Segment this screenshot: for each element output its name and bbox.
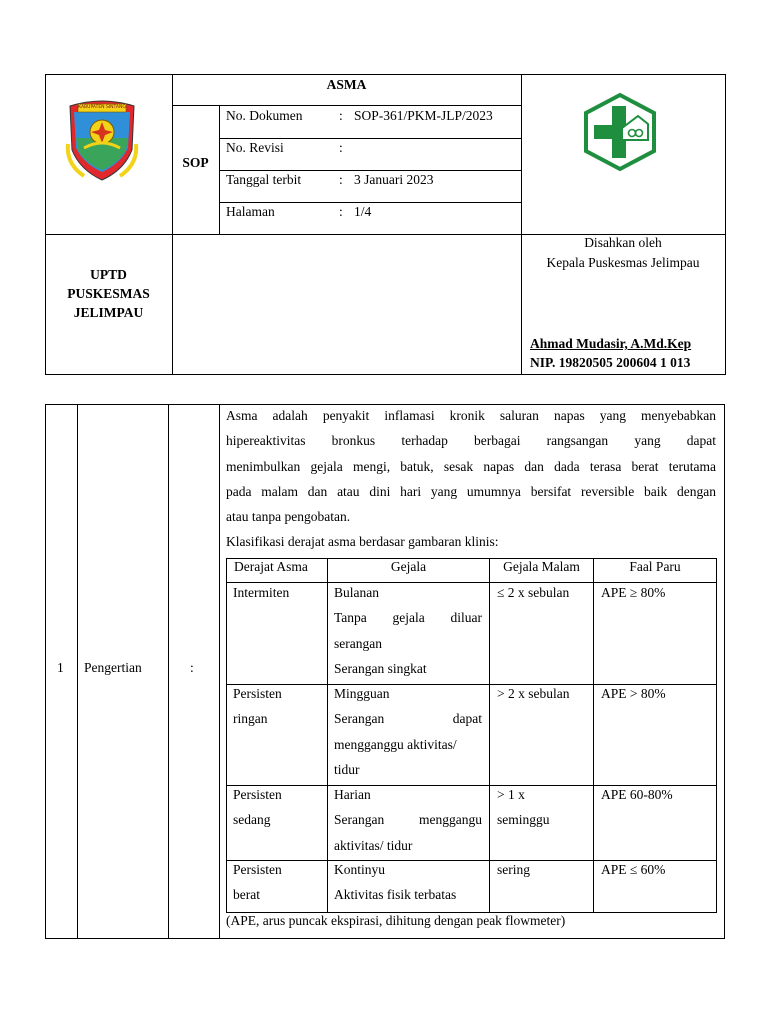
cell-line: ringan xyxy=(233,711,268,727)
cell-malam xyxy=(497,782,550,833)
cell-gejala xyxy=(334,857,456,908)
puskesmas-logo xyxy=(582,92,658,172)
cell-faal: APE > 80% xyxy=(601,686,666,701)
cell-line: Persisten xyxy=(233,862,282,877)
paragraph-line: hipereaktivitas bronkus terhadap berbagai rangsangan yang dapat xyxy=(226,433,716,449)
row-sep: : xyxy=(339,140,343,155)
cell-line: berat xyxy=(233,887,260,903)
approver-name: Ahmad Mudasir, A.Md.Kep xyxy=(530,336,692,351)
kabupaten-logo xyxy=(64,98,140,184)
cell-derajat xyxy=(233,580,289,605)
kabupaten-logo-text: KABUPATEN SINTANG xyxy=(78,105,126,110)
section-sep: : xyxy=(190,660,194,675)
row-sep: : xyxy=(339,204,343,219)
cell-line: > 1 x xyxy=(497,787,525,802)
org-label-line: UPTD xyxy=(90,267,127,282)
cell-line: tidur xyxy=(334,761,360,777)
row-value: 1/4 xyxy=(354,204,372,219)
cell-faal: APE 60-80% xyxy=(601,787,673,802)
row-label: No. Dokumen xyxy=(226,108,303,123)
ape-note: (APE, arus puncak ekspirasi, dihitung dengan peak flowmeter) xyxy=(226,913,566,928)
paragraph-line: menimbulkan gejala mengi, batuk, sesak napas dan dada terasa berat terutama xyxy=(226,458,716,474)
section-label: Pengertian xyxy=(84,660,142,675)
row-sep: : xyxy=(339,172,343,187)
cell-line: Serangan menggangu xyxy=(334,812,482,828)
col-header: Gejala xyxy=(390,559,427,574)
cell-malam xyxy=(497,681,569,706)
cell-gejala xyxy=(334,580,482,681)
col-header: Gejala Malam xyxy=(503,559,580,574)
col-header: Faal Paru xyxy=(629,559,681,574)
cell-line: aktivitas/ tidur xyxy=(334,837,413,853)
cell-gejala xyxy=(334,782,482,858)
approval-line2: Kepala Puskesmas Jelimpau xyxy=(546,255,700,270)
row-label: Halaman xyxy=(226,204,275,219)
row-value: SOP-361/PKM-JLP/2023 xyxy=(354,108,493,123)
cell-line: Serangan dapat xyxy=(334,711,482,727)
cell-line: Kontinyu xyxy=(334,862,386,877)
classification-title: Klasifikasi derajat asma berdasar gambaran klinis: xyxy=(226,534,499,550)
cell-malam xyxy=(497,580,569,605)
cell-derajat xyxy=(233,782,282,833)
cell-line: Intermiten xyxy=(233,585,290,600)
cell-derajat xyxy=(233,681,282,732)
cell-malam xyxy=(497,857,530,882)
cell-line: Persisten xyxy=(233,787,282,802)
paragraph-line: pada malam dan atau dini hari yang umumnya bersifat reversible baik dengan xyxy=(226,483,716,499)
cell-line: serangan xyxy=(334,635,382,651)
cell-line: Bulanan xyxy=(334,585,379,600)
col-header: Derajat Asma xyxy=(234,559,308,574)
cell-line: Harian xyxy=(334,787,371,802)
cell-gejala xyxy=(334,681,482,782)
cell-line: sedang xyxy=(233,812,271,828)
cell-line: Serangan singkat xyxy=(334,660,427,676)
cell-line: Mingguan xyxy=(334,686,390,701)
org-label-line: PUSKESMAS xyxy=(67,286,150,301)
cell-line: Persisten xyxy=(233,686,282,701)
cell-derajat xyxy=(233,857,282,908)
row-label: Tanggal terbit xyxy=(226,172,302,187)
cell-line: sering xyxy=(497,862,530,877)
cell-line: ≤ 2 x sebulan xyxy=(497,585,570,600)
cell-faal: APE ≥ 80% xyxy=(601,585,666,600)
row-sep: : xyxy=(339,108,343,123)
cell-faal: APE ≤ 60% xyxy=(601,862,666,877)
approver-nip: NIP. 19820505 200604 1 013 xyxy=(530,355,691,370)
paragraph-line: atau tanpa pengobatan. xyxy=(226,509,351,525)
cell-line: mengganggu aktivitas/ xyxy=(334,736,457,752)
definition-paragraph xyxy=(226,403,716,555)
approval-line1: Disahkan oleh xyxy=(584,235,662,250)
cell-line: > 2 x sebulan xyxy=(497,686,570,701)
sop-label: SOP xyxy=(182,155,209,170)
cell-line: seminggu xyxy=(497,812,550,828)
org-label-line: JELIMPAU xyxy=(73,305,144,320)
cell-line: Aktivitas fisik terbatas xyxy=(334,887,457,903)
cell-line: Tanpa gejala diluar xyxy=(334,610,482,626)
row-value: 3 Januari 2023 xyxy=(354,172,434,187)
section-number: 1 xyxy=(57,660,64,675)
document-title: ASMA xyxy=(326,77,367,92)
paragraph-line: Asma adalah penyakit inflamasi kronik saluran napas yang menyebabkan xyxy=(226,408,716,423)
row-label: No. Revisi xyxy=(226,140,284,155)
